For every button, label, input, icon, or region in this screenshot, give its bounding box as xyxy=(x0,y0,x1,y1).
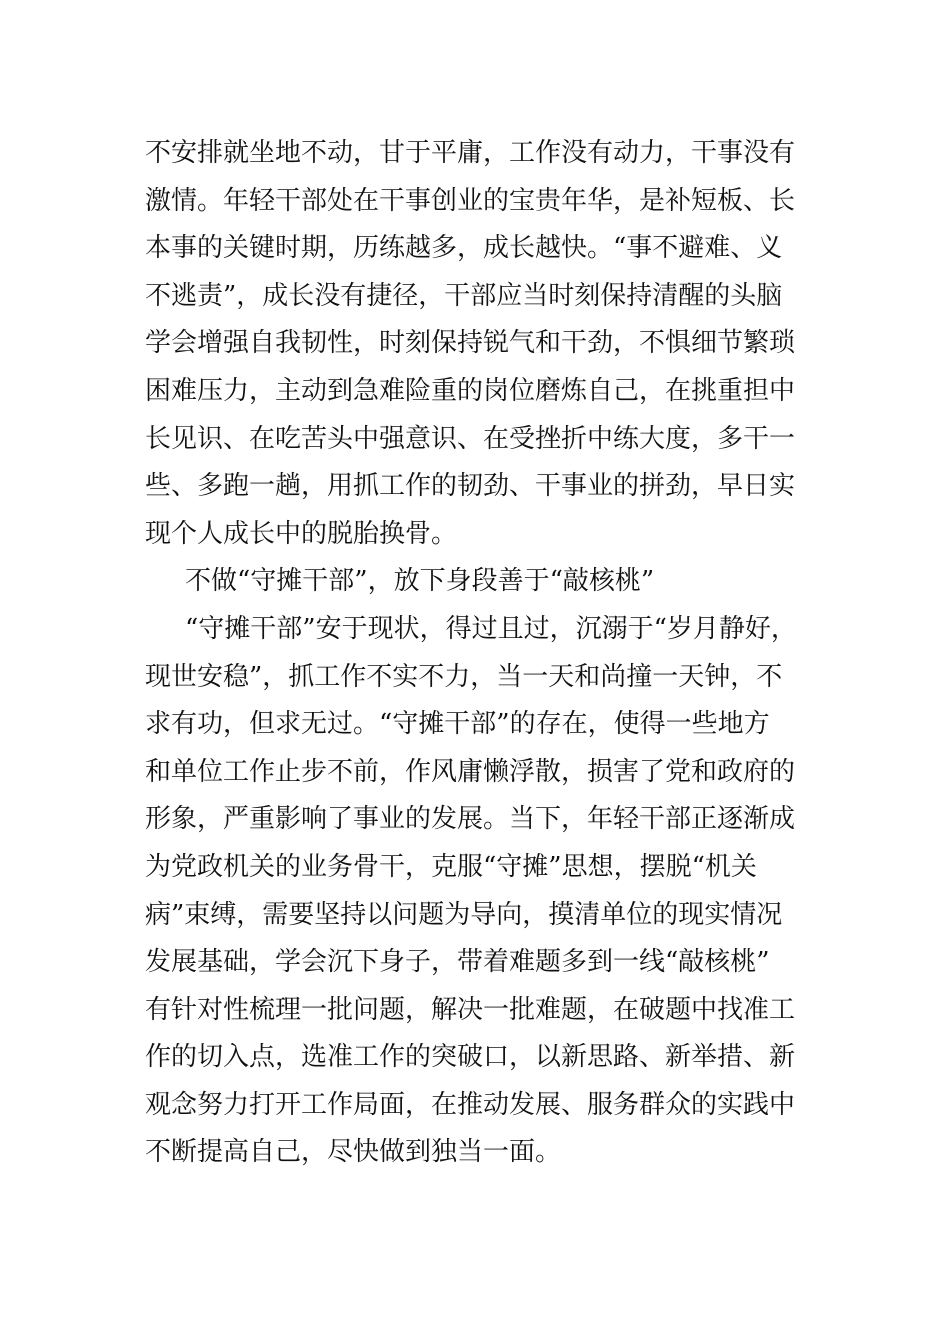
text-line: 求有功，但求无过。“守摊干部”的存在，使得一些地方 xyxy=(145,709,770,740)
text-line: 不安排就坐地不动，甘于平庸，工作没有动力，干事没有 xyxy=(145,138,796,168)
text-line: 和单位工作止步不前，作风庸懒浮散，损害了党和政府的 xyxy=(145,756,796,787)
text-line: 现个人成长中的脱胎换骨。 xyxy=(145,518,458,549)
section-heading: 不做“守摊干部”，放下身段善于“敲核桃” xyxy=(185,566,655,597)
text-line: 困难压力，主动到急难险重的岗位磨炼自己，在挑重担中 xyxy=(145,375,796,406)
text-line: 有针对性梳理一批问题，解决一批难题，在破题中找准工 xyxy=(145,994,796,1025)
text-line: 长见识、在吃苦头中强意识、在受挫折中练大度，多干一 xyxy=(145,423,796,454)
text-line: 为党政机关的业务骨干，克服“守摊”思想，摆脱“机关 xyxy=(145,851,757,882)
text-line: 作的切入点，选准工作的突破口，以新思路、新举措、新 xyxy=(145,1042,796,1073)
text-line: 病”束缚，需要坚持以问题为导向，摸清单位的现实情况 xyxy=(145,899,783,930)
text-line: 激情。年轻干部处在干事创业的宝贵年华，是补短板、长 xyxy=(145,185,796,216)
text-line: 本事的关键时期，历练越多，成长越快。“事不避难、义 xyxy=(145,233,783,264)
text-line: 学会增强自我韧性，时刻保持锐气和干劲，不惧细节繁琐 xyxy=(145,328,796,359)
text-line: 不逃责”，成长没有捷径，干部应当时刻保持清醒的头脑 xyxy=(145,280,783,311)
text-line: 现世安稳”，抓工作不实不力，当一天和尚撞一天钟，不 xyxy=(145,661,783,692)
document-body xyxy=(145,130,825,1177)
text-line: 些、多跑一趟，用抓工作的韧劲、干事业的拼劲，早日实 xyxy=(145,471,796,502)
text-line: “守摊干部”安于现状，得过且过，沉溺于“岁月静好， xyxy=(185,613,797,644)
text-line: 发展基础，学会沉下身子，带着难题多到一线“敲核桃” xyxy=(145,947,770,978)
text-line: 不断提高自己，尽快做到独当一面。 xyxy=(145,1137,562,1168)
text-line: 形象，严重影响了事业的发展。当下，年轻干部正逐渐成 xyxy=(145,804,796,835)
text-line: 观念努力打开工作局面，在推动发展、服务群众的实践中 xyxy=(145,1089,796,1120)
